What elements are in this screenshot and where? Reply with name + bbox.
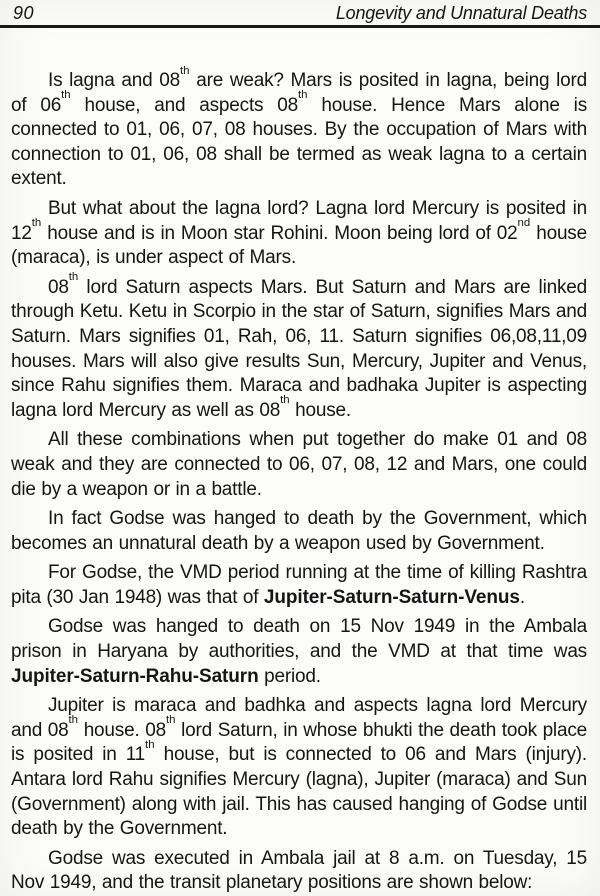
paragraph-8: Jupiter is maraca and badhka and aspects lagna lord Mercury and 08th house. 08th lord Saturn, in whose bhukti the death took place is posited in 11th house, but is connected to 06 and Mars (injury). Antara lord Rahu signifies Mercury (lagna), Jupiter (maraca) and Sun (Government) along with jail. This has caused hanging of Godse until death by the Government.: [11, 695, 587, 840]
paragraph-2: But what about the lagna lord? Lagna lord Mercury is posited in 12th house and is in Moon star Rohini. Moon being lord of 02nd house (maraca), is under aspect of Mars.: [11, 197, 587, 269]
paragraph-6: For Godse, the VMD period running at the time of killing Rashtra pita (30 Jan 1948) was that of Jupiter-Saturn-Saturn-Venus.: [11, 562, 587, 608]
paragraph-7: Godse was hanged to death on 15 Nov 1949 in the Ambala prison in Haryana by authorities, and the VMD at that time was Jupiter-Saturn-Rahu-Saturn period.: [11, 616, 587, 687]
paragraph-4: All these combinations when put together do make 01 and 08 weak and they are connected to 06, 07, 08, 12 and Mars, one could die by a weapon or in a battle.: [11, 429, 587, 500]
page-number: 90: [13, 3, 35, 23]
paragraph-3: 08th lord Saturn aspects Mars. But Saturn and Mars are linked through Ketu. Ketu in Scorpio in the star of Saturn, signifies Mars and Saturn. Mars signifies 01, Rah, 06, 11. Saturn signifies 06,08,11,09 houses. Mars will also give results Sun, Mercury, Jupiter and Venus, since Rahu signifies them. Maraca and badhaka Jupiter is aspecting lagna lord Mercury as well as 08th house.: [11, 271, 587, 421]
paragraph-5: In fact Godse was hanged to death by the Government, which becomes an unnatural death by a weapon used by Government.: [11, 508, 587, 554]
page-content: [0, 28, 600, 896]
paragraph-1: Is lagna and 08th are weak? Mars is posited in lagna, being lord of 06th house, and aspects 08th house. Hence Mars alone is connected to 01, 06, 07, 08 houses. By the occupation of Mars with connection to 01, 06, 08 shall be termed as weak lagna to a certain extent.: [11, 64, 588, 190]
running-title: Longevity and Unnatural Deaths: [335, 3, 587, 23]
running-header: [0, 0, 600, 24]
paragraph-9: Godse was executed in Ambala jail at 8 a.m. on Tuesday, 15 Nov 1949, and the transit planetary positions are shown below:: [11, 847, 587, 894]
